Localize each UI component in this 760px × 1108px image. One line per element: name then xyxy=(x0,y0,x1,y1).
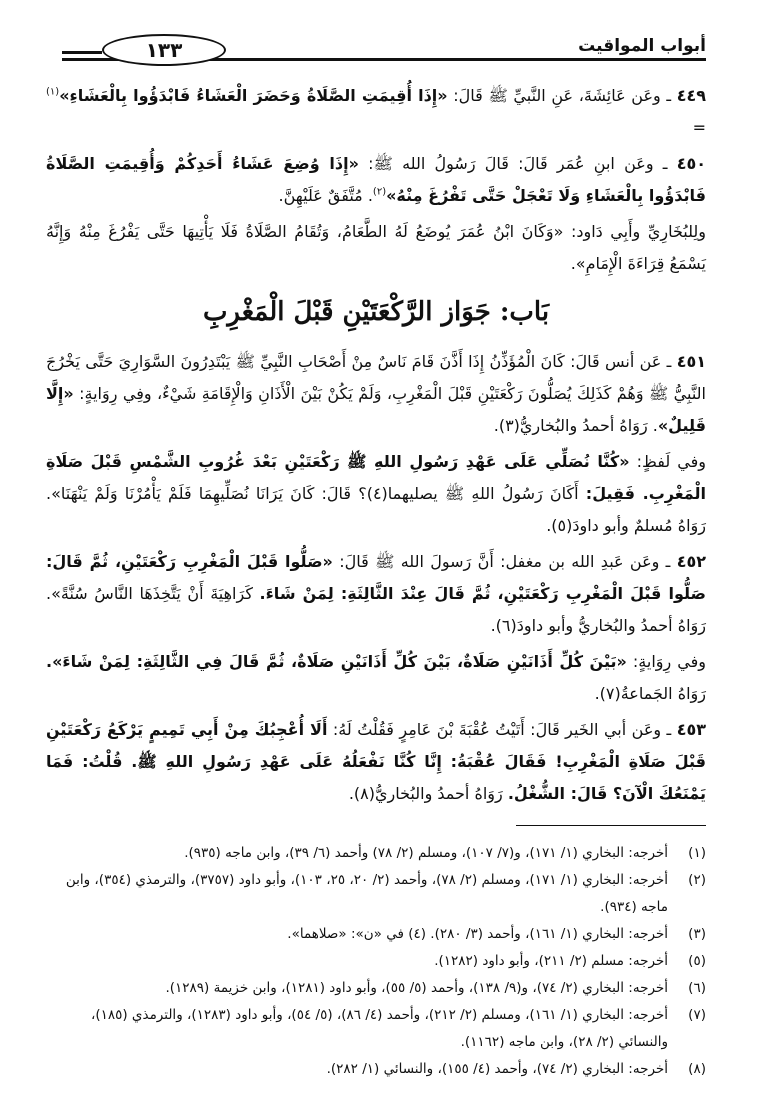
page-number: ١٣٣ xyxy=(102,34,226,66)
footnote-number: (٥) xyxy=(688,953,706,969)
footnote-number: (٢) xyxy=(688,872,706,888)
hadith-tail: رَوَاهُ أحمدُ والبُخاريُّ(٨). xyxy=(348,784,508,803)
hadith-tail: كَرَاهِيَةَ أَنْ يَتَّخِذَهَا النَّاسُ سُنَّةً». رَوَاهُ أحمدُ والبُخاريُّ وأبو داودَ(٦). xyxy=(46,584,706,635)
hadith-quote: «بَيْنَ كُلِّ أَذَانَيْنِ صَلَاةٌ، بَيْنَ كُلِّ أَذَانَيْنِ صَلَاةٌ، ثُمَّ قَالَ فِي الثَّالِثَةِ: لِمَنْ شَاءَ». xyxy=(46,652,627,671)
footnote-number: (٦) xyxy=(688,980,706,996)
footnote xyxy=(46,948,706,975)
hadith-quote: «إِلَّا قَلِيلٌ» xyxy=(46,384,706,435)
hadith-number: ٤٤٩ xyxy=(676,86,706,105)
hadith-text: وفي لَفظٍ: xyxy=(629,452,707,471)
footnote-text: أخرجه: البخاري (١/ ١٦١)، ومسلم (٢/ ٢١٢)، وأحمد (٤/ ٨٦)، (٥/ ٥٤)، وأبو داود (١٢٨٣)، والترمذي (١٨٥)، والنسائي (٢/ ٢٨)، وابن ماجه (١١٦٢). xyxy=(90,1007,668,1050)
footnote-text: أخرجه: مسلم (٢/ ٢١١)، وأبو داود (١٢٨٢). xyxy=(434,953,668,969)
footnote-number: (٨) xyxy=(688,1061,706,1077)
footnote xyxy=(46,867,706,921)
hadith-quote: «إِذَا أُقِيمَتِ الصَّلَاةُ وَحَضَرَ الْعَشَاءُ فَابْدَؤُوا بِالْعَشَاءِ» xyxy=(59,86,448,105)
footnote-separator xyxy=(516,825,706,826)
hadith-text: ولِلبُخَارِيِّ وأَبِي دَاود: «وَكَانَ ابْنُ عُمَرَ يُوضَعُ لَهُ الطَّعَامُ، وَتُقَامُ الصَّلَاةُ فَلَا يَأْتِيهَا حَتَّى يَفْرُغَ مِنْهُ وَإِنَّهُ يَسْمَعُ قِرَاءَةَ الْإِمَامِ». xyxy=(46,222,706,273)
hadith-tail: . مُتَّفَقٌ عَلَيْهِنَّ. xyxy=(278,186,373,205)
footnote-text: أخرجه: البخاري (١/ ١٧١)، ومسلم (٢/ ٧٨)، وأحمد (٢/ ٢٠، ٢٥، ١٠٣)، وأبو داود (٣٧٥٧)، والترمذي (٣٥٤)، وابن ماجه (٩٣٤). xyxy=(65,872,668,915)
header-title: أبواب المواقيت xyxy=(578,36,706,56)
footnote-text: أخرجه: البخاري (١/ ١٦١)، وأحمد (٣/ ٢٨٠). (٤) في «ن»: «صلاهما». xyxy=(287,926,668,942)
footnote-text: أخرجه: البخاري (١/ ١٧١)، و(٧/ ١٠٧)، ومسلم (٢/ ٧٨) وأحمد (٦/ ٣٩)، وابن ماجه (٩٣٥). xyxy=(184,845,668,861)
footnote xyxy=(46,1056,706,1083)
running-header xyxy=(62,32,706,68)
footnote xyxy=(46,921,706,948)
main-text xyxy=(46,80,706,814)
chapter-title: بَاب: جَوَاز الرَّكْعَتَيْنِ قَبْلَ الْمَغْرِبِ xyxy=(202,297,550,327)
footnote xyxy=(46,840,706,867)
hadith-tail: . رَوَاهُ أحمدُ والبُخاريُّ(٣). xyxy=(493,416,658,435)
hadith-text: ـ عَن أنس قَالَ: كَانَ الْمُؤَذِّنُ إِذَا أَذَّنَ قَامَ نَاسٌ مِنْ أَصْحَابِ النَّبِيِّ ﷺ يَبْتَدِرُونَ السَّوَارِيَ حَتَّى يَخْرُجَ النَّبِيُّ ﷺ وَهُمْ كَذَلِكَ يُصَلُّونَ رَكْعَتَيْنِ قَبْلَ الْمَغْرِبِ، وَلَمْ يَكُنْ بَيْنَ الْأَذَانِ وَالْإِقَامَةِ شَيْءٌ، وفِي رِوَايةٍ: xyxy=(46,352,706,403)
hadith-text: ـ وعَن أبي الخَير قَالَ: أَتَيْتُ عُقْبَةَ بْنَ عَامِرٍ فَقُلْتُ لَهُ: xyxy=(327,720,677,739)
hadith-quote: «صَلُّوا قَبْلَ الْمَغْرِبِ رَكْعَتَيْنِ، ثُمَّ قَالَ: صَلُّوا قَبْلَ الْمَغْرِبِ رَكْعَتَيْنِ، ثُمَّ قَالَ عِنْدَ الثَّالِثَةِ: لِمَنْ شَاءَ. xyxy=(46,552,706,603)
hadith-quote: «إِذَا وُضِعَ عَشَاءُ أَحَدِكُمْ وَأُقِيمَتِ الصَّلَاةُ فَابْدَؤُوا بِالْعَشَاءِ وَلَا تَعْجَلْ حَتَّى تَفْرُغَ مِنْهُ» xyxy=(46,154,706,205)
hadith-text: وفي رِوَايةٍ: xyxy=(626,652,706,671)
footnote-number: (٣) xyxy=(688,926,706,942)
hadith-text: ـ وعَن عَبدِ الله بن مغفل: أَنَّ رَسولَ الله ﷺ قَالَ: xyxy=(332,552,677,571)
hadith-quote: أَلَا أُعْجِبُكَ مِنْ أَبِي تَمِيمٍ يَرْكَعُ رَكْعَتَيْنِ قَبْلَ صَلَاةِ الْمَغْرِبِ! فَقَالَ عُقْبَةُ: إِنَّا كُنَّا نَفْعَلُهُ عَلَى عَهْدِ رَسُولِ اللهِ ﷺ. قُلْتُ: فَمَا يَمْنَعُكَ الْآنَ؟ قَالَ: الشُّغْلُ. xyxy=(46,720,706,803)
hadith-tail: أَكَانَ رَسُولُ اللهِ ﷺ يصليهما(٤)؟ قَالَ: كَانَ يَرَانَا نُصَلِّيهِمَا فَلَمْ يَأْمُرْنَا وَلَمْ يَنْهَنَا». رَوَاهُ مُسلمٌ وأبو داودَ(٥). xyxy=(46,484,706,535)
hadith-number: ٤٥١ xyxy=(676,352,706,371)
hadith-paragraph xyxy=(46,148,706,212)
footnote-text: أخرجه: البخاري (٢/ ٧٤)، وأحمد (٤/ ١٥٥)، والنسائي (١/ ٢٨٢). xyxy=(326,1061,668,1077)
hadith-quote: «كُنَّا نُصَلِّي عَلَى عَهْدِ رَسُولِ اللهِ ﷺ رَكْعَتَيْنِ بَعْدَ غُرُوبِ الشَّمْسِ قَبْلَ صَلَاةِ الْمَغْرِبِ. فَقِيلَ: xyxy=(46,452,707,503)
hadith-paragraph xyxy=(46,346,706,442)
footnote-ref: (٢) xyxy=(372,186,387,198)
footnotes xyxy=(46,840,706,1083)
hadith-paragraph xyxy=(46,714,706,810)
hadith-number: ٤٥٢ xyxy=(676,552,706,571)
hadith-tail: رَوَاهُ الجَماعةُ(٧). xyxy=(594,684,706,703)
hadith-paragraph xyxy=(46,80,706,144)
hadith-number: ٤٥٣ xyxy=(676,720,706,739)
hadith-paragraph xyxy=(46,216,706,280)
hadith-tail: = xyxy=(692,118,706,137)
footnote xyxy=(46,1002,706,1056)
hadith-text: ـ وعَن ابنِ عُمَر قَالَ: قَالَ رَسُولُ الله ﷺ: xyxy=(358,154,677,173)
hadith-text: ـ وعَن عَائِشَةَ، عَنِ النَّبيِّ ﷺ قَالَ: xyxy=(447,86,677,105)
hadith-paragraph xyxy=(46,546,706,642)
hadith-paragraph xyxy=(46,646,706,710)
footnote xyxy=(46,975,706,1002)
footnote-number: (١) xyxy=(688,845,706,861)
header-rule-short xyxy=(62,51,102,54)
footnote-text: أخرجه: البخاري (٢/ ٧٤)، و(٩/ ١٣٨)، وأحمد (٥/ ٥٥)، وأبو داود (١٢٨١)، وابن خزيمة (١٢٨٩). xyxy=(165,980,668,996)
footnote-ref: (١) xyxy=(46,86,60,98)
hadith-number: ٤٥٠ xyxy=(676,154,706,173)
hadith-paragraph xyxy=(46,446,706,542)
footnote-number: (٧) xyxy=(688,1007,706,1023)
